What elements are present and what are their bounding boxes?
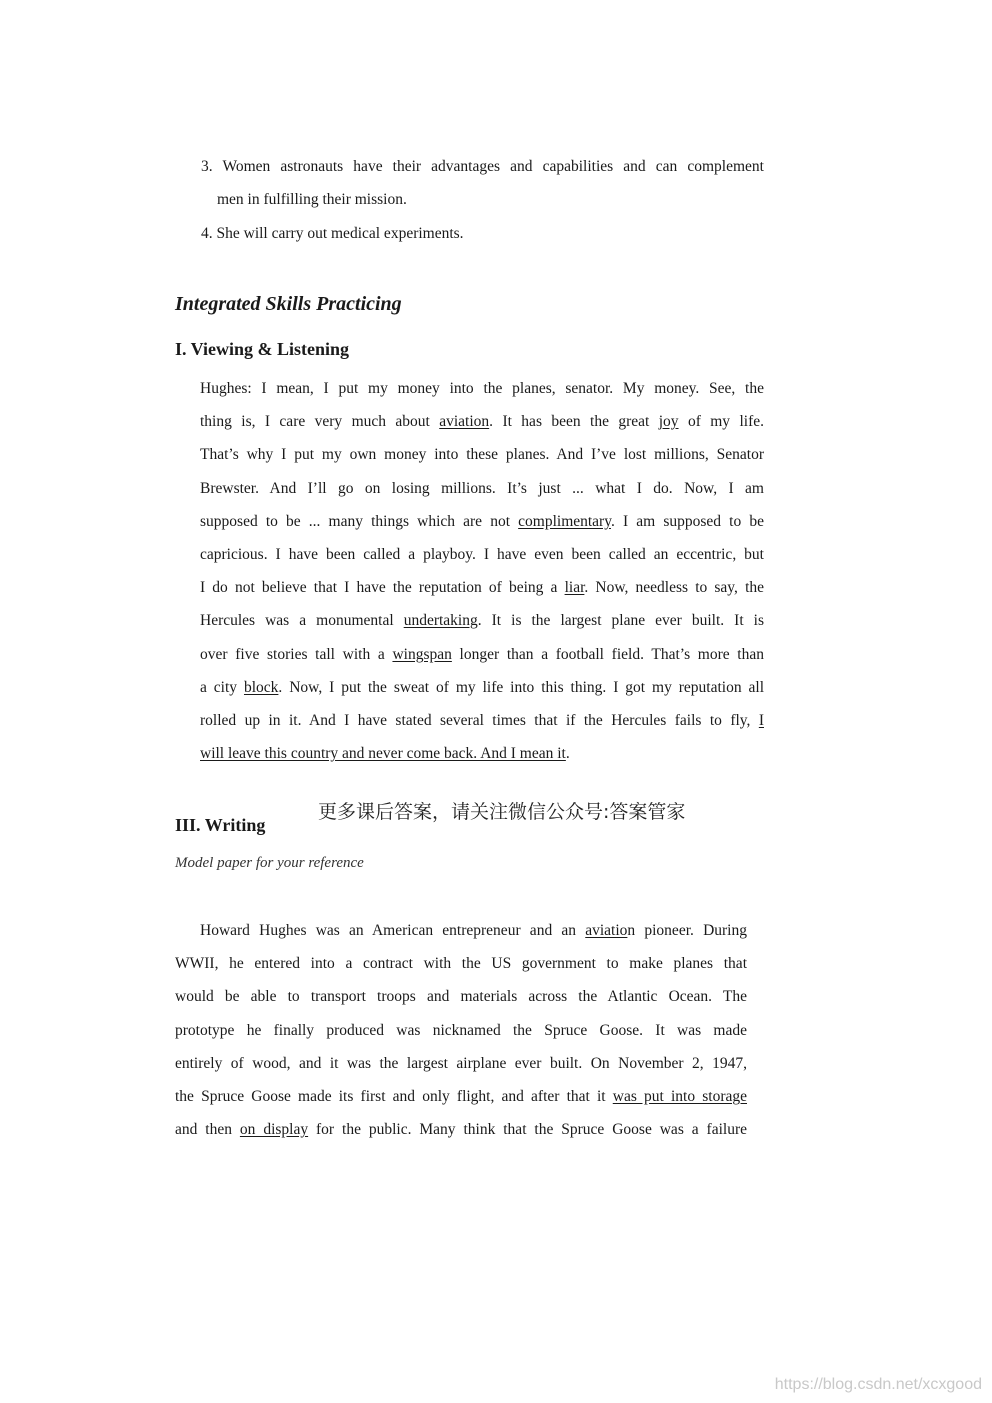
underlined-term: complimentary	[518, 513, 611, 530]
section-title: Integrated Skills Practicing	[175, 293, 402, 315]
underlined-term: was put into storage	[612, 1088, 747, 1105]
text-span: for the public. Many think that the Spruce Goose was a failure	[308, 1121, 748, 1138]
text-span: Hercules was a monumental	[200, 612, 404, 629]
text-span: the Spruce Goose made its first and only flight, and after that it	[175, 1088, 613, 1105]
underlined-term: I	[758, 712, 764, 729]
passage-line	[200, 412, 764, 432]
passage-line	[175, 1120, 747, 1140]
text-span: n pioneer. During	[627, 922, 747, 939]
text-span: a city	[200, 679, 244, 696]
text-span: . Now, I put the sweat of my life into this thing. I got my reputation all	[278, 679, 764, 696]
text-span: . It has been the great	[489, 413, 659, 430]
passage-line	[200, 678, 764, 698]
underlined-term: wingspan	[392, 646, 452, 663]
passage-line: Hughes: I mean, I put my money into the planes, senator. My money. See, the	[200, 380, 764, 397]
passage-line: capricious. I have been called a playboy. I have even been called an eccentric, but	[200, 546, 764, 563]
text-span: . Now, needless to say, the	[584, 579, 765, 596]
underlined-term: joy	[658, 413, 679, 430]
text-span: .	[565, 745, 570, 762]
passage-line: That’s why I put my own money into these planes. And I’ve lost millions, Senator	[200, 446, 764, 463]
passage-line	[200, 645, 764, 665]
writing-heading: III. Writing	[175, 815, 266, 835]
text-span: of my life.	[678, 413, 764, 430]
passage-line	[175, 1087, 747, 1107]
text-span: supposed to be ... many things which are not	[200, 513, 519, 530]
passage-line	[200, 744, 764, 764]
passage-line	[200, 611, 764, 631]
answer-item-3-line-2: men in fulfilling their mission.	[217, 191, 407, 208]
passage-line: entirely of wood, and it was the largest airplane ever built. On November 2, 1947,	[175, 1055, 747, 1072]
watermark-url: https://blog.csdn.net/xcxgood	[774, 1376, 982, 1393]
answer-item-4: 4. She will carry out medical experiments.	[201, 225, 464, 242]
passage-line	[200, 578, 764, 598]
underlined-term: aviation	[439, 413, 490, 430]
text-span: over five stories tall with a	[200, 646, 393, 663]
underlined-term: undertaking	[403, 612, 478, 629]
passage-line: prototype he finally produced was nicknamed the Spruce Goose. It was made	[175, 1022, 747, 1039]
answer-item-3-line-1: 3. Women astronauts have their advantages and capabilities and can complement	[201, 158, 764, 175]
passage-line	[200, 711, 764, 731]
text-span: I do not believe that I have the reputation of being a	[200, 579, 565, 596]
underlined-term: aviatio	[585, 922, 628, 939]
underlined-term: liar	[564, 579, 585, 596]
viewing-listening-heading: I. Viewing & Listening	[175, 339, 350, 359]
underlined-term: will leave this country and never come back. And I mean it	[200, 745, 566, 762]
text-span: . I am supposed to be	[610, 513, 764, 530]
underlined-term: on display	[239, 1121, 309, 1138]
text-span: thing is, I care very much about	[200, 413, 440, 430]
text-span: longer than a football field. That’s more than	[451, 646, 764, 663]
passage-line: Brewster. And I’ll go on losing millions. It’s just ... what I do. Now, I am	[200, 480, 764, 497]
passage-line: WWII, he entered into a contract with the US government to make planes that	[175, 955, 747, 972]
passage-line: would be able to transport troops and materials across the Atlantic Ocean. The	[175, 988, 747, 1005]
passage-line	[200, 512, 764, 532]
text-span: Howard Hughes was an American entrepreneur and an	[200, 922, 586, 939]
text-span: . It is the largest plane ever built. It is	[477, 612, 764, 629]
passage-line	[200, 921, 747, 941]
promo-note: 更多课后答案，请关注微信公众号:答案管家	[318, 801, 686, 823]
text-span: rolled up in it. And I have stated several times that if the Hercules fails to fly,	[200, 712, 759, 729]
text-span: and then	[175, 1121, 240, 1138]
underlined-term: block	[243, 679, 279, 696]
writing-subtitle: Model paper for your reference	[175, 855, 364, 871]
